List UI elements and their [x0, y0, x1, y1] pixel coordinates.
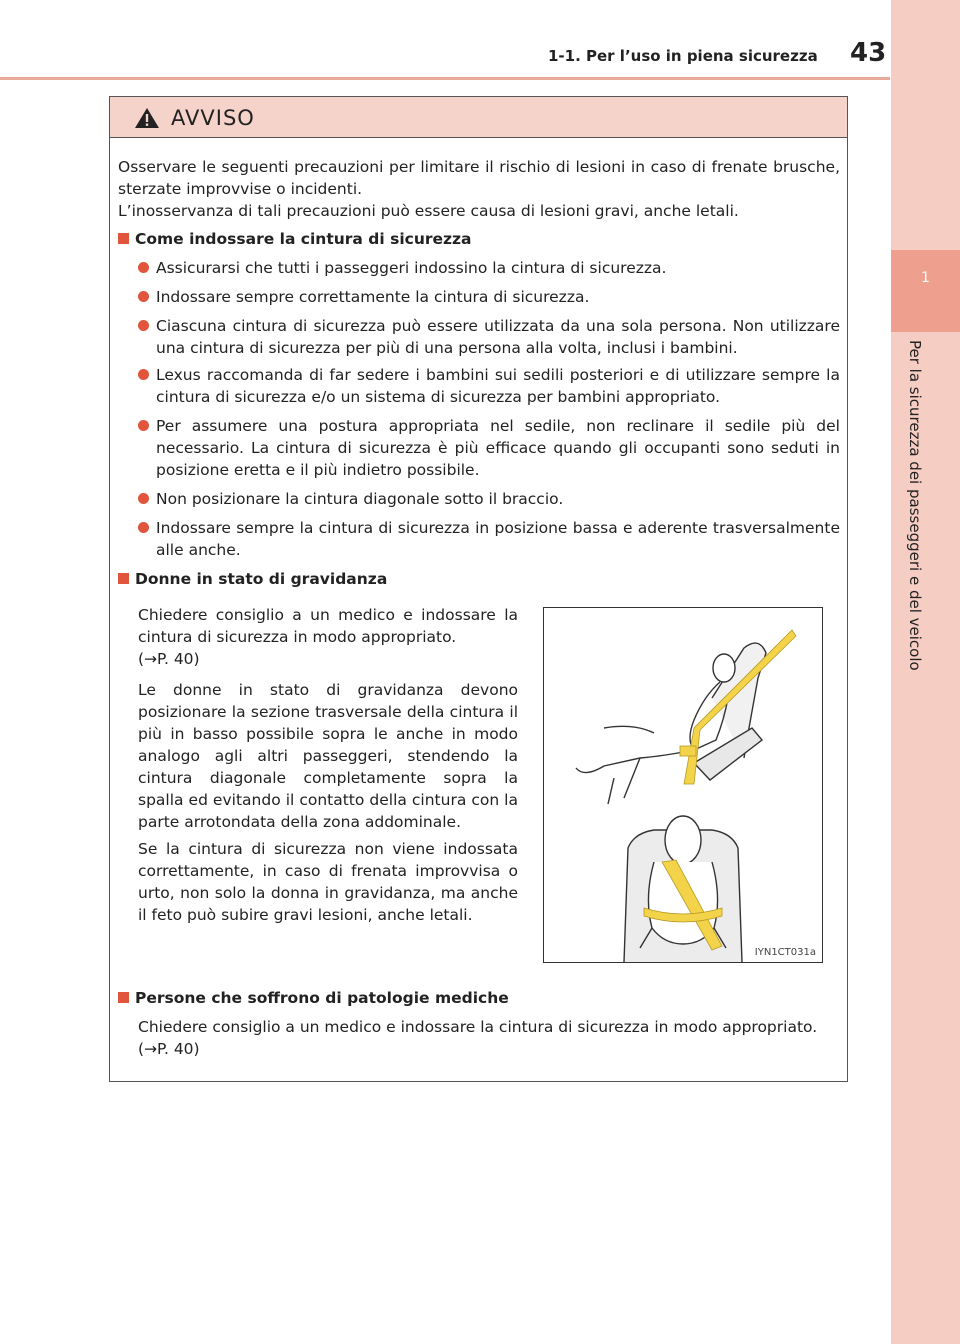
circle-bullet-icon — [138, 420, 149, 431]
pregnancy-paragraph: Se la cintura di sicurezza non viene indossata correttamente, in caso di frenata improvvisa o urto, non solo la donna in gravidanza, ma anche il feto può subire gravi lesioni, anche letali. — [138, 840, 518, 924]
circle-bullet-icon — [138, 262, 149, 273]
pregnancy-paragraph: Chiedere consiglio a un medico e indossare la cintura di sicurezza in modo appropriato. — [138, 606, 518, 646]
list-item: Non posizionare la cintura diagonale sotto il braccio. — [138, 488, 840, 510]
warning-triangle-icon — [134, 107, 160, 129]
header-rule — [0, 77, 890, 80]
page-reference-link[interactable]: (→P. 40) — [138, 1040, 200, 1058]
medical-paragraph: Chiedere consiglio a un medico e indossare la cintura di sicurezza in modo appropriato. — [138, 1018, 818, 1036]
warning-title: AVVISO — [171, 106, 255, 130]
circle-bullet-icon — [138, 522, 149, 533]
square-bullet-icon — [118, 573, 129, 584]
figure-code: IYN1CT031a — [754, 947, 816, 958]
page-reference-link[interactable]: (→P. 40) — [138, 650, 200, 668]
warning-header — [110, 97, 847, 138]
seatbelt-figure — [544, 608, 822, 962]
chapter-title: Per la sicurezza dei passeggeri e del veicolo — [906, 340, 924, 671]
chapter-tab-number: 1 — [921, 270, 930, 286]
list-item: Indossare sempre la cintura di sicurezza in posizione bassa e aderente trasversalmente alle anche. — [138, 517, 840, 561]
chapter-tab[interactable] — [891, 250, 960, 332]
square-bullet-icon — [118, 233, 129, 244]
circle-bullet-icon — [138, 320, 149, 331]
page-number: 43 — [850, 38, 887, 68]
pregnancy-paragraph: Le donne in stato di gravidanza devono posizionare la sezione trasversale della cintura il più in basso possibile sopra le anche in modo analogo agli altri passeggeri, stendendo la cintura diagonale completamente sopra la spalla ed evitando il contatto della cintura con la parte arrotondata della zona addominale. — [138, 681, 518, 831]
circle-bullet-icon — [138, 493, 149, 504]
warning-box — [109, 96, 848, 1082]
square-bullet-icon — [118, 992, 129, 1003]
list-item: Indossare sempre correttamente la cintura di sicurezza. — [138, 286, 840, 308]
subheading-medical: Persone che soffrono di patologie mediche — [118, 987, 509, 1009]
circle-bullet-icon — [138, 291, 149, 302]
subheading-seatbelt: Come indossare la cintura di sicurezza — [118, 228, 472, 250]
pregnancy-seatbelt-illustration — [543, 607, 823, 963]
list-item: Assicurarsi che tutti i passeggeri indossino la cintura di sicurezza. — [138, 257, 840, 279]
warning-intro: Osservare le seguenti precauzioni per limitare il rischio di lesioni in caso di frenate brusche, sterzate improvvise o incidenti. — [118, 158, 840, 198]
subheading-pregnancy: Donne in stato di gravidanza — [118, 568, 387, 590]
list-item: Per assumere una postura appropriata nel sedile, non reclinare il sedile più del necessario. La cintura di sicurezza è più efficace quando gli occupanti sono seduti in posizione eretta e il più indietro possibile. — [138, 415, 840, 481]
section-title: 1-1. Per l’uso in piena sicurezza — [548, 47, 818, 65]
warning-intro-2: L’inosservanza di tali precauzioni può essere causa di lesioni gravi, anche letali. — [118, 202, 739, 220]
circle-bullet-icon — [138, 369, 149, 380]
list-item: Lexus raccomanda di far sedere i bambini sui sedili posteriori e di utilizzare sempre la cintura di sicurezza e/o un sistema di sicurezza per bambini appropriato. — [138, 364, 840, 408]
list-item: Ciascuna cintura di sicurezza può essere utilizzata da una sola persona. Non utilizzare una cintura di sicurezza per più di una persona alla volta, inclusi i bambini. — [138, 315, 840, 359]
